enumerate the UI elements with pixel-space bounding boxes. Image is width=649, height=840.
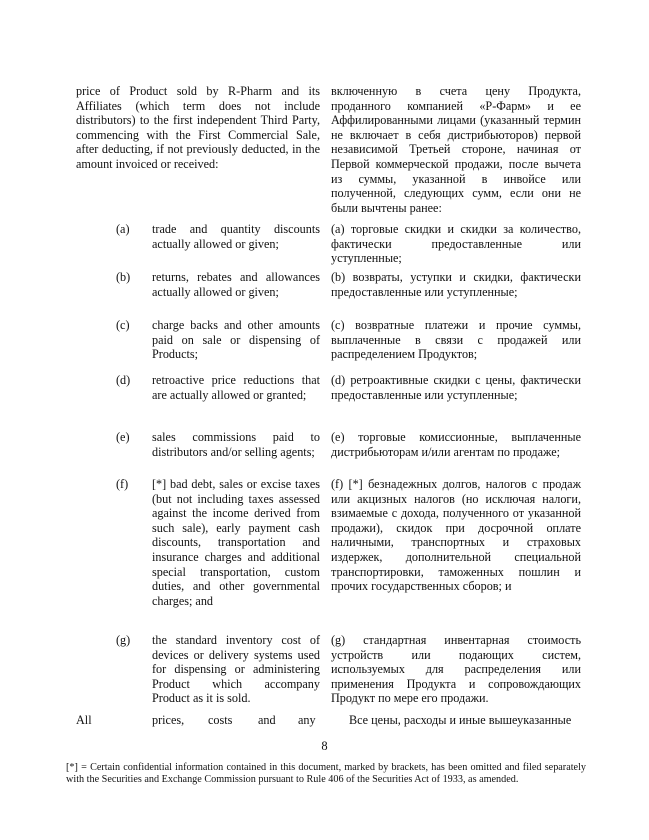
item-russian: (f) [*] безнадежных долгов, налогов с продаж или акцизных налогов (но исключая налоги, взимаемые с дохода, полученного от указанной продажи), скидок при досрочной оплате наличными, транспортных и страховых издержек, дополнительной специальной транспортировки, таможенных пошлин и прочих государственных сборов; и	[331, 477, 581, 594]
closing-word: All	[76, 713, 92, 727]
item-russian: (b) возвраты, уступки и скидки, фактически предоставленные или уступленные;	[331, 270, 581, 299]
item-label: (a)	[116, 222, 130, 236]
item-english: the standard inventory cost of devices or delivery systems used for dispensing or administering Product which accompany Product as it is sold.	[152, 633, 320, 706]
item-label: (e)	[116, 430, 130, 444]
intro-russian: включенную в счета цену Продукта, проданного компанией «Р-Фарм» и ее Аффилированными лицами (указанный термин не включает в себя дистрибьюторов) первой независимой Третьей стороне, начиная от Первой коммерческой продажи, после вычета из суммы, указанной в инвойсе или полученной, следующих сумм, если они не были вычтены ранее:	[331, 84, 581, 215]
closing-word: prices,	[152, 713, 185, 727]
footnote: [*] = Certain confidential information contained in this document, marked by brackets, has been omitted and filed separately with the Securities and Exchange Commission pursuant to Rule 406 of the Securities Act of 1933, as amended.	[66, 762, 586, 786]
item-label: (c)	[116, 318, 130, 332]
item-russian: (c) возвратные платежи и прочие суммы, выплаченные в связи с продажей или распределением Продуктов;	[331, 318, 581, 362]
page-number: 8	[321, 739, 328, 753]
item-english: retroactive price reductions that are actually allowed or granted;	[152, 373, 320, 402]
closing-word: and	[258, 713, 276, 727]
item-english: [*] bad debt, sales or excise taxes (but not including taxes assessed against the income derived from such sale), early payment cash discounts, transportation and insurance charges and additional special transportation, custom duties, and other governmental charges; and	[152, 477, 320, 608]
intro-english: price of Product sold by R-Pharm and its Affiliates (which term does not include distributors) to the first independent Third Party, commencing with the First Commercial Sale, after deducting, if not previously deducted, in the amount invoiced or received:	[76, 84, 320, 171]
item-label: (d)	[116, 373, 131, 387]
item-russian: (a) торговые скидки и скидки за количество, фактически предоставленные или уступленные;	[331, 222, 581, 266]
item-russian: (g) стандартная инвентарная стоимость устройств или подающих систем, используемых для распределения или применения Продукта и сопровождающих Продукт по мере его продажи.	[331, 633, 581, 706]
item-label: (b)	[116, 270, 131, 284]
closing-word: costs	[208, 713, 233, 727]
item-label: (f)	[116, 477, 129, 491]
closing-russian: Все цены, расходы и иные вышеуказанные	[349, 713, 572, 727]
item-russian: (d) ретроактивные скидки с цены, фактически предоставленные или уступленные;	[331, 373, 581, 402]
item-english: trade and quantity discounts actually allowed or given;	[152, 222, 320, 251]
item-russian: (e) торговые комиссионные, выплаченные дистрибьюторам и/или агентам по продаже;	[331, 430, 581, 459]
item-english: sales commissions paid to distributors and/or selling agents;	[152, 430, 320, 459]
item-english: returns, rebates and allowances actually allowed or given;	[152, 270, 320, 299]
item-label: (g)	[116, 633, 131, 647]
item-english: charge backs and other amounts paid on sale or dispensing of Products;	[152, 318, 320, 362]
closing-word: any	[298, 713, 316, 727]
